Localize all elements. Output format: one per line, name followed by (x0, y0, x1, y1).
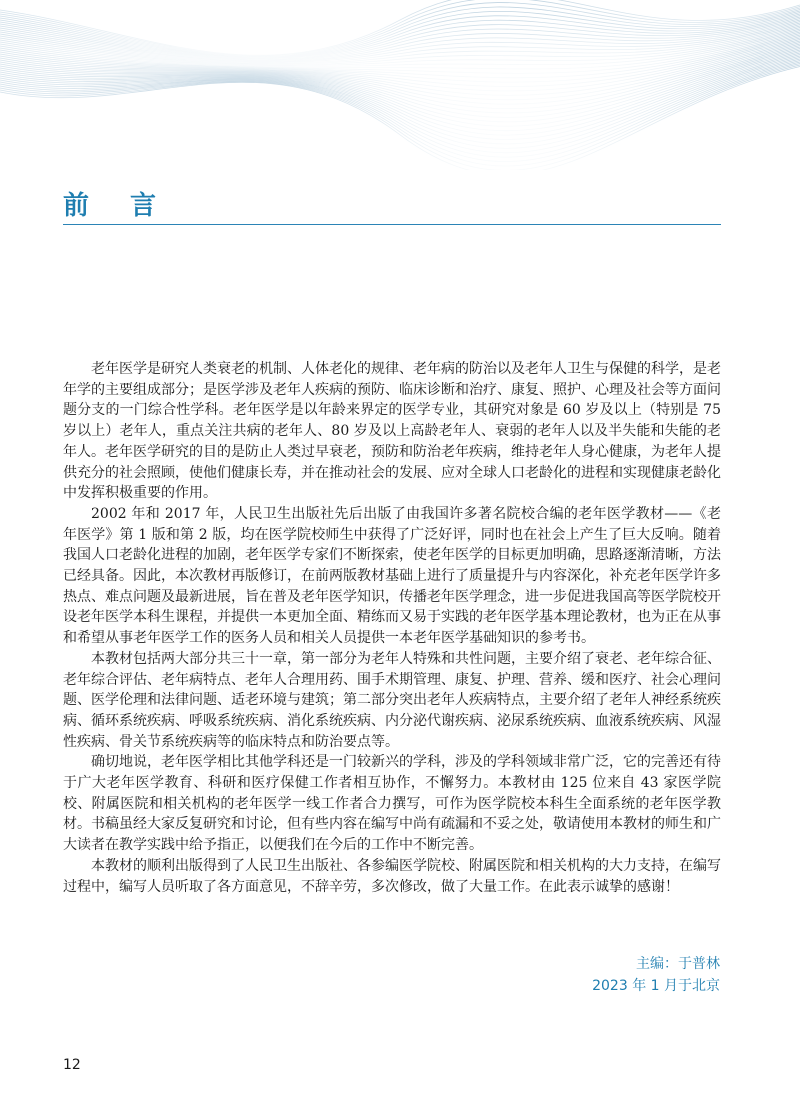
paragraph: 确切地说，老年医学相比其他学科还是一门较新兴的学科，涉及的学科领域非常广泛，它的完善还有待于广大老年医学教育、科研和医疗保健工作者相互协作，不懈努力。本教材由 125 位来自 43 家医学院校、附属医院和相关机构的老年医学一线工作者合力撰写，可作为医学院校本科生全面系统的老年医学教材。书稿虽经大家反复研究和讨论，但有些内容在编写中尚有疏漏和不妥之处，敬请使用本教材的师生和广大读者在教学实践中给予指正，以便我们在今后的工作中不断完善。 (63, 754, 721, 854)
wave-line (0, 0, 800, 55)
paragraph: 2002 年和 2017 年，人民卫生出版社先后出版了由我国许多著名院校合编的老年医学教材——《老年医学》第 1 版和第 2 版，均在医学院校师生中获得了广泛好评，同时也在社会上产生了巨大反响。随着我国人口老龄化进程的加剧，老年医学专家们不断探索，使老年医学的目标更加明确，思路逐渐清晰，方法已经具备。因此，本次教材再版修订，在前两版教材基础上进行了质量提升与内容深化，补充老年医学许多热点、难点问题及最新进展，旨在普及老年医学知识，传播老年医学理念，进一步促进我国高等医学院校开设老年医学本科生课程，并提供一本更加全面、精练而又易于实践的老年医学基本理论教材，也为正在从事和希望从事老年医学工作的医务人员和相关人员提供一本老年医学基础知识的参考书。 (63, 505, 721, 647)
preface-body (63, 359, 721, 897)
paragraph: 本教材的顺利出版得到了人民卫生出版社、各参编医学院校、附属医院和相关机构的大力支持，在编写过程中，编写人员听取了各方面意见，不辞辛劳，多次修改，做了大量工作。在此表示诚挚的感谢！ (63, 857, 721, 895)
page-number: 12 (63, 1057, 81, 1073)
header-wave-decoration (0, 0, 800, 170)
date-place: 2023 年 1 月于北京 (592, 978, 720, 994)
paragraph: 老年医学是研究人类衰老的机制、人体老化的规律、老年病的防治以及老年人卫生与保健的科学，是老年学的主要组成部分；是医学涉及老年人疾病的预防、临床诊断和治疗、康复、照护、心理及社会等方面问题分支的一门综合性学科。老年医学是以年龄来界定的医学专业，其研究对象是 60 岁及以上（特别是 75 岁以上）老年人，重点关注共病的老年人、80 岁及以上高龄老年人、衰弱的老年人以及半失能和失能的老年人。老年医学研究的目的是防止人类过早衰老，预防和防治老年疾病，维持老年人身心健康，为老年人提供充分的社会照顾，使他们健康长寿，并在推动社会的发展、应对全球人口老龄化的进程和实现健康老龄化中发挥积极重要的作用。 (63, 361, 721, 502)
editor-signature: 主编：于普林 (636, 956, 720, 972)
page-title: 前 言 (63, 191, 173, 221)
signature-block (592, 953, 720, 997)
title-divider (63, 224, 721, 225)
paragraph: 本教材包括两大部分共三十一章，第一部分为老年人特殊和共性问题，主要介绍了衰老、老年综合征、老年综合评估、老年病特点、老年人合理用药、围手术期管理、康复、护理、营养、缓和医疗、社会心理问题、医学伦理和法律问题、适老环境与建筑；第二部分突出老年人疾病特点，主要介绍了老年人神经系统疾病、循环系统疾病、呼吸系统疾病、消化系统疾病、内分泌代谢疾病、泌尿系统疾病、血液系统疾病、风湿性疾病、骨关节系统疾病等的临床特点和防治要点等。 (63, 650, 721, 750)
wave-lines-icon (0, 0, 800, 170)
wave-line (0, 7, 800, 57)
